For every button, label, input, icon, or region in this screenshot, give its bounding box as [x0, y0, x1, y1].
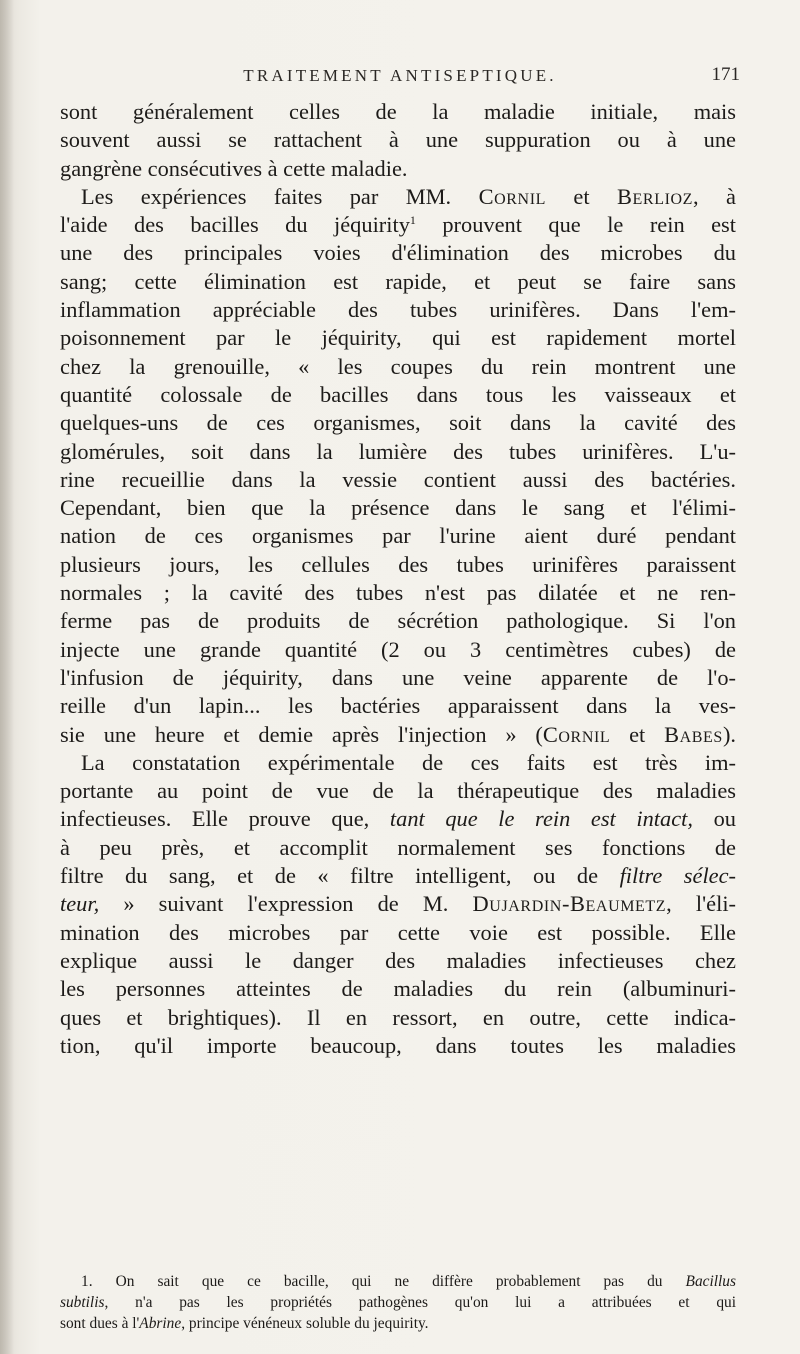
text-line: nation de ces organismes par l'urine aient duré pendant — [60, 523, 736, 549]
text-run: filtre du sang, et de « filtre intelligent, ou de — [60, 863, 620, 889]
text-line: La constatation expérimentale de ces faits est très im- — [81, 749, 736, 775]
text-run: et — [610, 721, 665, 747]
footnote-line — [60, 1271, 736, 1292]
text-line: quantité colossale de bacilles dans tous les vaisseaux et — [60, 381, 736, 407]
italic-text: subtilis — [60, 1294, 105, 1311]
text-line: rine recueillie dans la vessie contient aussi des bactéries. — [60, 466, 736, 492]
author-name: Dujardin-Beaumetz — [472, 891, 667, 917]
text-run: 1. On sait que ce bacille, qui ne diffère probablement pas du — [81, 1273, 686, 1290]
text-line: glomérules, soit dans la lumière des tubes urinifères. L'u- — [60, 438, 736, 464]
text-line — [60, 805, 736, 833]
footnote-marker: 1 — [409, 213, 416, 228]
italic-text: tant que le rein est intact, — [389, 806, 693, 832]
italic-text: Abrine — [139, 1315, 182, 1332]
text-line: plusieurs jours, les cellules des tubes urinifères paraissent — [60, 551, 736, 577]
text-run: l'aide des bacilles du jéquirity — [60, 212, 410, 238]
text-line: explique aussi le danger des maladies infectieuses chez — [60, 947, 736, 973]
author-name: Babes — [664, 721, 723, 747]
text-line: les personnes atteintes de maladies du rein (albuminuri- — [60, 976, 736, 1002]
text-line: poisonnement par le jéquirity, qui est rapidement mortel — [60, 325, 736, 351]
text-run: infectieuses. Elle prouve que, — [60, 806, 390, 832]
text-line: ferme pas de produits de sécrétion pathologique. Si l'on — [60, 608, 736, 634]
footnote — [60, 1271, 736, 1334]
text-run: sie une heure et demie après l'injection » ( — [60, 721, 543, 747]
text-run: , n'a pas les propriétés pathogènes qu'on lui a attribuées et qui — [104, 1294, 736, 1311]
text-line — [60, 183, 736, 211]
text-run: sont dues à l' — [60, 1315, 140, 1332]
text-line: inflammation appréciable des tubes urinifères. Dans l'em- — [60, 297, 736, 323]
text-line: mination des microbes par cette voie est possible. Elle — [60, 919, 736, 945]
author-name: Cornil — [478, 183, 546, 209]
text-run: ou — [692, 806, 736, 832]
italic-text: teur, — [60, 891, 100, 917]
text-line — [60, 890, 736, 918]
footnote-line — [60, 1292, 736, 1313]
body-text — [60, 98, 736, 1060]
italic-text: filtre sélec- — [619, 863, 736, 889]
running-head — [0, 66, 800, 90]
text-line: l'infusion de jéquirity, dans une veine apparente de l'o- — [60, 664, 736, 690]
text-run: » suivant l'expression de M. — [99, 891, 473, 917]
text-line: sont généralement celles de la maladie initiale, mais — [60, 99, 736, 124]
gutter-shadow — [0, 0, 14, 1354]
text-line: chez la grenouille, « les coupes du rein montrent une — [60, 353, 736, 379]
text-line: à peu près, et accomplit normalement ses fonctions de — [60, 834, 736, 860]
text-line — [60, 211, 736, 239]
text-run: , l'éli- — [666, 891, 736, 917]
text-line: une des principales voies d'élimination des microbes du — [60, 240, 736, 266]
text-run: prouvent que le rein est — [415, 212, 736, 238]
text-line: ques et brightiques). Il en ressort, en outre, cette indica- — [60, 1004, 736, 1030]
text-run: et — [573, 183, 590, 209]
text-line: portante au point de vue de la thérapeutique des maladies — [60, 778, 736, 804]
text-line: reille d'un lapin... les bactéries apparaissent dans la ves- — [60, 693, 736, 719]
text-line: normales ; la cavité des tubes n'est pas dilatée et ne ren- — [60, 580, 736, 606]
author-name: Berlioz — [617, 183, 694, 209]
text-run: , principe vénéneux soluble du jequirity. — [181, 1315, 429, 1332]
text-line — [60, 721, 736, 749]
text-run: Les expériences faites par MM. — [81, 183, 452, 209]
text-line: Cependant, bien que la présence dans le sang et l'élimi- — [60, 495, 736, 521]
author-name: Cornil — [542, 721, 611, 747]
text-run: ). — [722, 721, 736, 747]
text-line: injecte une grande quantité (2 ou 3 centimètres cubes) de — [60, 636, 736, 662]
text-run: , à — [693, 183, 736, 209]
text-line: gangrène consécutives à cette maladie. — [60, 155, 408, 181]
italic-text: Bacillus — [685, 1273, 736, 1290]
text-line — [60, 862, 736, 890]
text-line: souvent aussi se rattachent à une suppuration ou à une — [60, 127, 736, 153]
text-line: sang; cette élimination est rapide, et peut se faire sans — [60, 268, 736, 294]
footnote-line — [60, 1313, 736, 1334]
text-line: quelques-uns de ces organismes, soit dans la cavité des — [60, 410, 736, 436]
running-title: TRAITEMENT ANTISEPTIQUE. — [243, 66, 557, 85]
page-number: 171 — [711, 64, 740, 85]
text-line: tion, qu'il importe beaucoup, dans toutes les maladies — [60, 1032, 736, 1058]
